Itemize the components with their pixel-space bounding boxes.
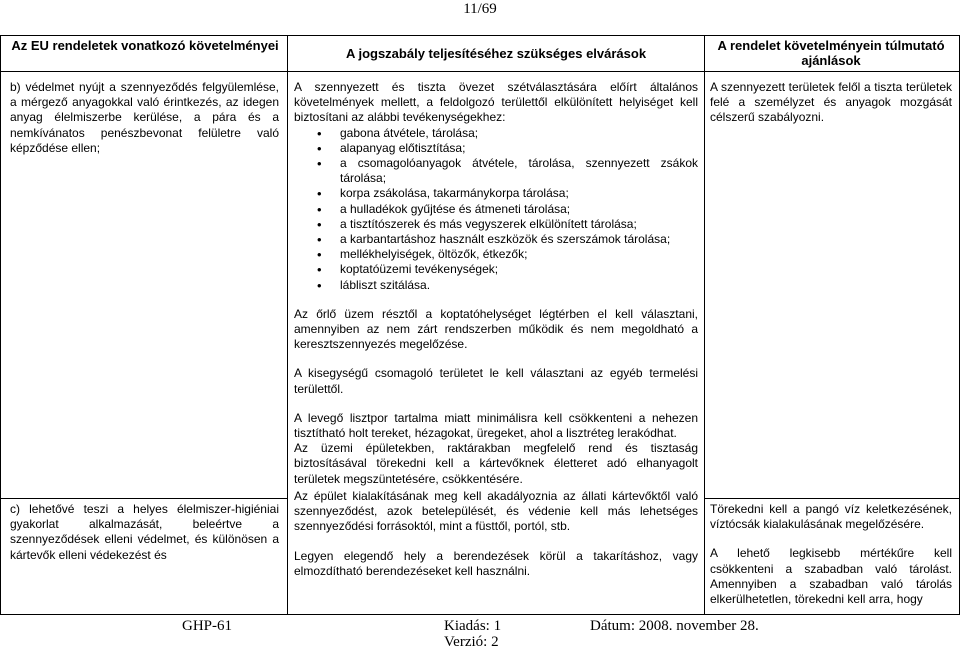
list-item: • korpa zsákolása, takarmánykorpa tárolása; — [294, 186, 698, 201]
list-item: • a hulladékok gyűjtése és átmeneti tárolása; — [294, 202, 698, 217]
document-code: GHP-61 — [182, 618, 233, 634]
header-expectations: A jogszabály teljesítéséhez szükséges elvárások — [345, 46, 647, 61]
issue-number: Kiadás: 1 — [444, 618, 502, 634]
paragraph-pests: Az épület kialakításának meg kell akadályoznia az állati kártevőktől való szennyeződést, azok betelepülését, és védenie kell más lehetséges szennyeződési forrásoktól, mint a füsttől, portól, stb. — [294, 489, 698, 534]
recommendation-b: A szennyezett területek felől a tiszta területek felé a személyzet és anyagok mozgását célszerű szabályozni. — [710, 80, 952, 125]
list-item: • a tisztítószerek és más vegyszerek elkülönített tárolása; — [294, 217, 698, 232]
recommendations-c — [710, 502, 952, 607]
recommendation-water: Törekedni kell a pangó víz keletkezésének, víztócsák kialakulásának megelőzésére. — [710, 502, 952, 532]
list-item: • gabona átvétele, tárolása; — [294, 126, 698, 141]
version-number: Verzió: 2 — [444, 634, 499, 650]
header-eu-requirements: Az EU rendeletek vonatkozó követelményei — [11, 38, 279, 53]
paragraph-dust: A levegő lisztpor tartalma miatt minimálisra kell csökkenteni a nehezen tisztítható holt tereket, hézagokat, üregeket, ahol a lisztréteg lerakódhat. — [294, 410, 698, 441]
paragraph-cleaning-space: Legyen elegendő hely a berendezések körül a takarításhoz, vagy elmozdítható berendezéseket kell használni. — [294, 548, 698, 578]
expectations-c — [294, 489, 698, 579]
activity-list — [294, 126, 698, 293]
paragraph-order: Az üzemi épületekben, raktárakban megfelelő rend és tisztaság biztosításával törekedni kell a kártevőknek életteret adó elhanyagolt területek megszüntetésére, csökkentésére. — [294, 441, 698, 486]
list-item: • a karbantartáshoz használt eszközök és szerszámok tárolása; — [294, 232, 698, 247]
list-item: • alapanyag előtisztítása; — [294, 141, 698, 156]
document-date: Dátum: 2008. november 28. — [590, 618, 759, 634]
expectations-b — [294, 80, 698, 487]
requirement-b: b) védelmet nyújt a szennyeződés felgyülemlése, a mérgező anyagokkal való érintkezés, az idegen anyag élelmiszerbe kerülése, a pára és a nemkívánatos penészbevonat felületre való képződése ellen; — [10, 80, 279, 155]
list-item: • lábliszt szitálása. — [294, 278, 698, 293]
requirement-c: c) lehetővé teszi a helyes élelmiszer-higiéniai gyakorlat alkalmazását, beleértve a szennyeződések elleni védelmet, és különösen a kártevők elleni védekezést és — [10, 502, 279, 562]
header-recommendations: A rendelet követelményein túlmutató ajánlások — [717, 38, 945, 68]
paragraph-packaging: A kisegységű csomagoló területet le kell választani az egyéb termelési területtől. — [294, 366, 698, 396]
page-number: 11/69 — [463, 1, 497, 17]
list-item: • a csomagolóanyagok átvétele, tárolása, szennyezett zsákok tárolása; — [294, 156, 698, 186]
paragraph-separation: Az őrlő üzem résztől a koptatóhelységet légtérben el kell választani, amennyiben az nem zárt rendszerben működik és nem megoldható a keresztszennyezés megelőzése. — [294, 306, 698, 352]
list-item: • mellékhelyiségek, öltözők, étkezők; — [294, 247, 698, 262]
recommendation-outdoor: A lehető legkisebb mértékűre kell csökkenteni a szabadban való tárolást. Amennyiben a szabadban való tárolás elkerülhetetlen, törekedni kell arra, hogy — [710, 546, 952, 607]
intro-paragraph: A szennyezett és tiszta övezet szétválasztására előírt általános követelmények mellett, a feldolgozó területtől elkülönített helyiséget kell biztosítani az alábbi tevékenységekhez: — [294, 80, 698, 125]
list-item: • koptatóüzemi tevékenységek; — [294, 262, 698, 277]
